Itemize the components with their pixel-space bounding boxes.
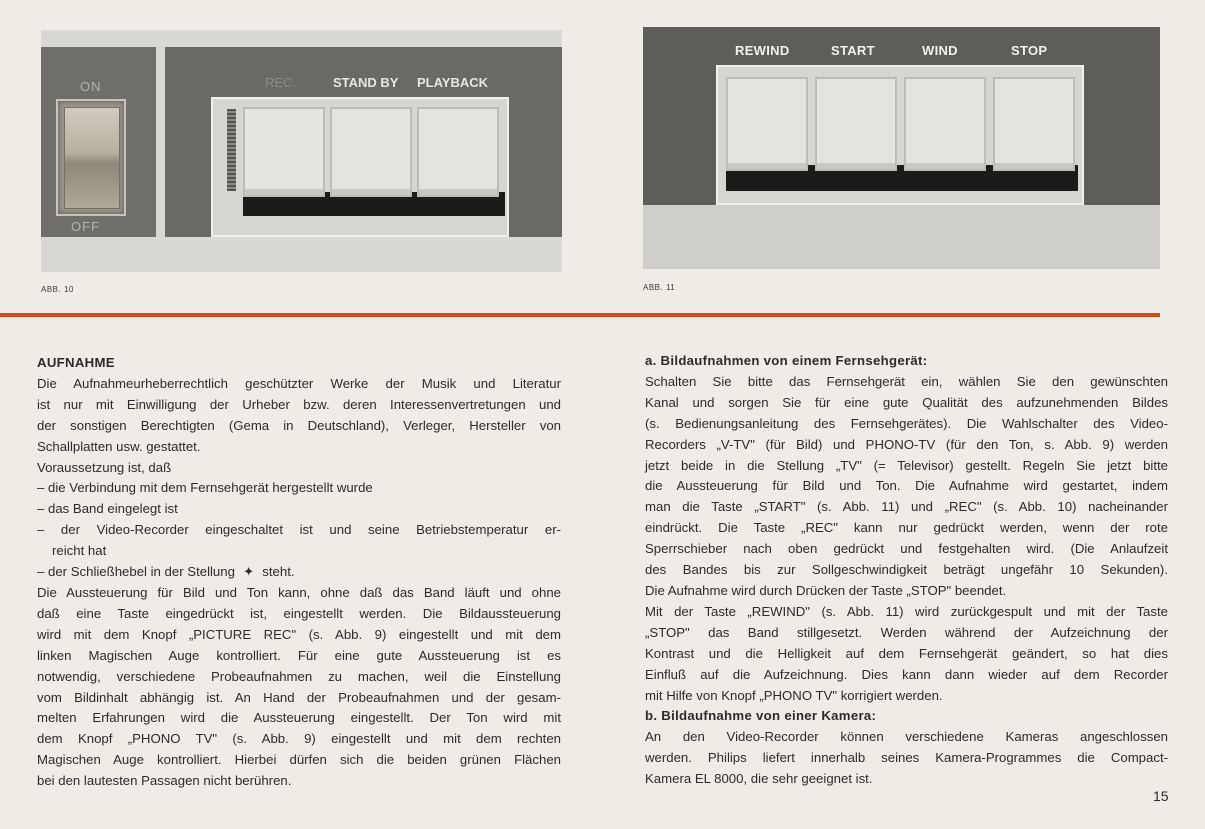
- power-switch: [56, 99, 126, 216]
- key-housing: [211, 97, 509, 237]
- left-text-column: [37, 353, 561, 792]
- rec-key: [243, 107, 325, 197]
- figure-11-caption: ABB. 11: [643, 283, 676, 292]
- text-line: Kamera EL 8000, die sehr geeignet ist.: [645, 771, 873, 787]
- rec-key-label: REC.: [265, 75, 297, 90]
- right-text-column: [645, 351, 1168, 790]
- playback-key-label: PLAYBACK: [417, 75, 489, 90]
- stop-key: [993, 77, 1075, 171]
- text-line: Schalten Sie bitte das Fernsehgerät ein, wählen Sie den gewünschten: [645, 373, 1168, 389]
- figure-11-photo: [643, 27, 1160, 269]
- section-divider: [0, 313, 1160, 317]
- text-line: eindrückt. Die Taste „REC" kann nur gedrückt werden, wenn der rote: [645, 520, 1168, 536]
- text-line: mit Hilfe von Knopf „PHONO TV" korrigiert werden.: [645, 687, 943, 703]
- lever-text-after: steht.: [262, 564, 295, 580]
- playback-key: [417, 107, 499, 197]
- text-line: Die Aussteuerung für Bild und Ton kann, ohne daß das Band läuft und ohne: [37, 584, 561, 600]
- text-line: dem Knopf „PHONO TV" (s. Abb. 9) eingestellt und mit dem rechten: [37, 731, 561, 747]
- start-key-label: START: [831, 43, 875, 58]
- switch-on-label: ON: [80, 79, 102, 94]
- condition-intro: Voraussetzung ist, daß: [37, 459, 172, 475]
- figure-10-caption: ABB. 10: [41, 285, 74, 294]
- section-heading: AUFNAHME: [37, 355, 115, 370]
- lock-lever-icon: ✦: [243, 564, 255, 580]
- text-line: Mit der Taste „REWIND" (s. Abb. 11) wird zurückgespult und mit der Taste: [645, 603, 1168, 619]
- list-item: – das Band eingelegt ist: [37, 501, 178, 517]
- text-line: wird mit dem Knopf „PICTURE REC" (s. Abb. 9) eingestellt und mit dem: [37, 626, 561, 642]
- text-line: Einfluß auf die Aufzeichnung. Dies kann dann wieder auf dem Recorder: [645, 666, 1168, 682]
- rewind-key-label: REWIND: [735, 43, 790, 58]
- text-line: Die Aufnahme wird durch Drücken der Taste „STOP" beendet.: [645, 582, 1007, 598]
- text-line: des Bandes bis zur Sollgeschwindigkeit beträgt ungefähr 10 Sekunden).: [645, 562, 1168, 578]
- text-line: daß eine Taste eingedrückt ist, eingestellt werden. Die Bildaussteuerung: [37, 605, 561, 621]
- list-item: – die Verbindung mit dem Fernsehgerät hergestellt wurde: [37, 480, 373, 496]
- text-line: der sonstigen Berechtigten (Gema in Deutschland), Verleger, Hersteller von: [37, 417, 561, 433]
- text-line: Sperrschieber nach oben gedrückt und festgehalten wird. (Die Anlaufzeit: [645, 541, 1168, 557]
- text-line: Recorders „V-TV" (für Bild) und PHONO-TV (für den Ton, s. Abb. 9) werden: [645, 436, 1168, 452]
- standby-key-label: STAND BY: [333, 75, 399, 90]
- level-meter-icon: [227, 109, 236, 191]
- text-line: notwendig, verschiedene Probeaufnahmen zu machen, weil die Einstellung: [37, 668, 561, 684]
- transport-key-housing: [716, 65, 1084, 205]
- text-line: linken Magischen Auge kontrolliert. Für eine gute Aussteuerung ist es: [37, 647, 561, 663]
- text-line: Kontrast und die Helligkeit auf dem Fernsehgerät geändert, so hat dies: [645, 645, 1168, 661]
- text-line: „STOP" das Band stillgesetzt. Werden während der Aufzeichnung der: [645, 624, 1168, 640]
- text-line: jetzt beide in die Stellung „TV" (= Televisor) gestellt. Regeln Sie jetzt bitte: [645, 457, 1168, 473]
- stop-key-label: STOP: [1011, 43, 1048, 58]
- figure-10-photo: [41, 30, 562, 272]
- text-line: werden. Philips liefert innerhalb seines Kamera-Programmes die Compact-: [645, 750, 1168, 766]
- standby-key: [330, 107, 412, 197]
- page-number: 15: [1153, 788, 1169, 804]
- lever-text-before: – der Schließhebel in der Stellung: [37, 564, 235, 580]
- text-line: An den Video-Recorder können verschiedene Kameras angeschlossen: [645, 729, 1168, 745]
- text-line: (s. Bedienungsanleitung des Fernsehgerätes). Die Wahlschalter des Video-: [645, 415, 1168, 431]
- text-line: Die Aufnahmeurheberrechtlich geschützter Werke der Musik und Literatur: [37, 375, 561, 391]
- list-item: – der Video-Recorder eingeschaltet ist und seine Betriebstemperatur er-: [37, 522, 561, 538]
- list-item: [37, 562, 561, 583]
- subheading-b: b. Bildaufnahme von einer Kamera:: [645, 708, 877, 724]
- text-line: bei den lautesten Passagen nicht berühren.: [37, 773, 292, 789]
- recording-keys-panel: [165, 47, 562, 237]
- rocker-switch-icon: [64, 107, 120, 209]
- rewind-key: [726, 77, 808, 171]
- switch-off-label: OFF: [71, 219, 100, 234]
- text-line: ist nur mit Einwilligung der Urheber bzw. deren Interessenvertretungen und: [37, 396, 561, 412]
- list-item-continuation: reicht hat: [52, 543, 107, 559]
- start-key: [815, 77, 897, 171]
- text-line: melten Erfahrungen wird die Aussteuerung eingestellt. Der Ton wird mit: [37, 710, 561, 726]
- subheading-a: a. Bildaufnahmen von einem Fernsehgerät:: [645, 353, 928, 368]
- text-line: man die Taste „START" (s. Abb. 11) und „REC" (s. Abb. 10) nacheinander: [645, 499, 1168, 515]
- text-line: vom Bildinhalt abhängig ist. An Hand der Probeaufnahmen und der gesam-: [37, 689, 561, 705]
- text-line: Kanal und sorgen Sie für eine gute Qualität des aufzunehmenden Bildes: [645, 394, 1168, 410]
- text-line: Schallplatten usw. gestattet.: [37, 438, 201, 454]
- wind-key: [904, 77, 986, 171]
- text-line: Magischen Auge kontrolliert. Hierbei dürfen sich die beiden grünen Flächen: [37, 752, 561, 768]
- text-line: die Aussteuerung für Bild und Ton. Die Aufnahme wird gestartet, indem: [645, 478, 1168, 494]
- wind-key-label: WIND: [922, 43, 958, 58]
- power-switch-panel: [41, 47, 156, 237]
